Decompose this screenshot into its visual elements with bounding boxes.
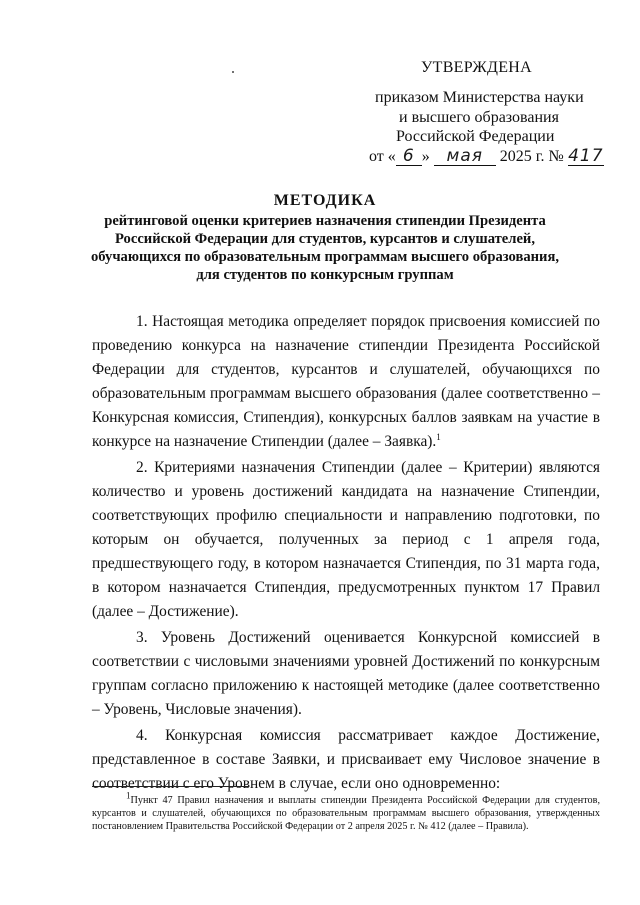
heading-subtitle-line-3: обучающихся по образовательным программам высшего образования, [90,249,559,265]
heading-title: МЕТОДИКА [273,192,377,209]
footnote-text: Пункт 47 Правил назначения и выплаты стипендии Президента Российской Федерации для студентов, курсантов и слушателей, обучающихся по образовательным программам высшего образования, утвержденных постановлением Правительства Российской Федерации от 2 апреля 2025 г. № 412 (далее – Правила). [92,795,600,832]
approval-date-line [369,147,604,167]
heading-subtitle-line-1: рейтинговой оценки критериев назначения стипендии Президента [104,213,546,229]
handwritten-day: 6 [396,148,422,166]
approval-line-federation: Российской Федерации [396,128,555,145]
document-heading [60,190,590,284]
paragraph-3: 3. Уровень Достижений оценивается Конкурсной комиссией в соответствии с числовыми значениями уровней Достижений по конкурсным группам согласно приложению к настоящей методике (далее соответственно – Уровень, Числовые значения). [92,629,600,718]
footnote-separator [92,786,249,787]
footnote-paragraph [92,790,600,833]
approval-line-ministry: и высшего образования [399,109,559,126]
approval-title: УТВЕРЖДЕНА [421,59,533,76]
handwritten-order-number: 417 [568,146,604,166]
heading-subtitle-line-4: для студентов по конкурсным группам [196,267,454,283]
scan-speck [232,71,234,73]
paragraph-2: 2. Критериями назначения Стипендии (далее – Критерии) являются количество и уровень достижений кандидата на назначение Стипендии, соответствующих профилю специальности и направлению подготовки, по которым он обучается, полученных за период с 1 апреля года, предшествующего году, в котором назначается Стипендия, по 31 марта года, в котором назначается Стипендия, предусмотренных пунктом 17 Правил (далее – Достижение). [92,459,600,620]
heading-subtitle-line-2: Российской Федерации для студентов, курсантов и слушателей, [115,231,535,247]
document-body [92,310,600,798]
date-year: 2025 г. № [499,148,564,165]
paragraph-4: 4. Конкурсная комиссия рассматривает каждое Достижение, представленное в составе Заявки, и присваивает ему Числовое значение в соответствии с его Уровнем в случае, если оно одновременно: [92,727,600,792]
approval-line-order: приказом Министерства науки [375,89,584,106]
footnote-reference: 1 [436,431,441,442]
date-prefix: от « [369,148,396,165]
date-mid: » [421,148,430,165]
footnote [92,790,600,833]
footnote-mark: 1 [126,790,131,801]
paragraph-1-text: 1. Настоящая методика определяет порядок присвоения комиссией по проведению конкурса на назначение стипендии Президента Российской Федерации для студентов, курсантов и слушателей, обучающихся по образовательным программам высшего образования (далее соответственно – Конкурсная комиссия, Стипендия), конкурсных баллов заявкам на участие в конкурсе на назначение Стипендии (далее – Заявка). [92,313,600,450]
paragraph-1 [92,310,600,454]
handwritten-month: мая [434,148,496,166]
